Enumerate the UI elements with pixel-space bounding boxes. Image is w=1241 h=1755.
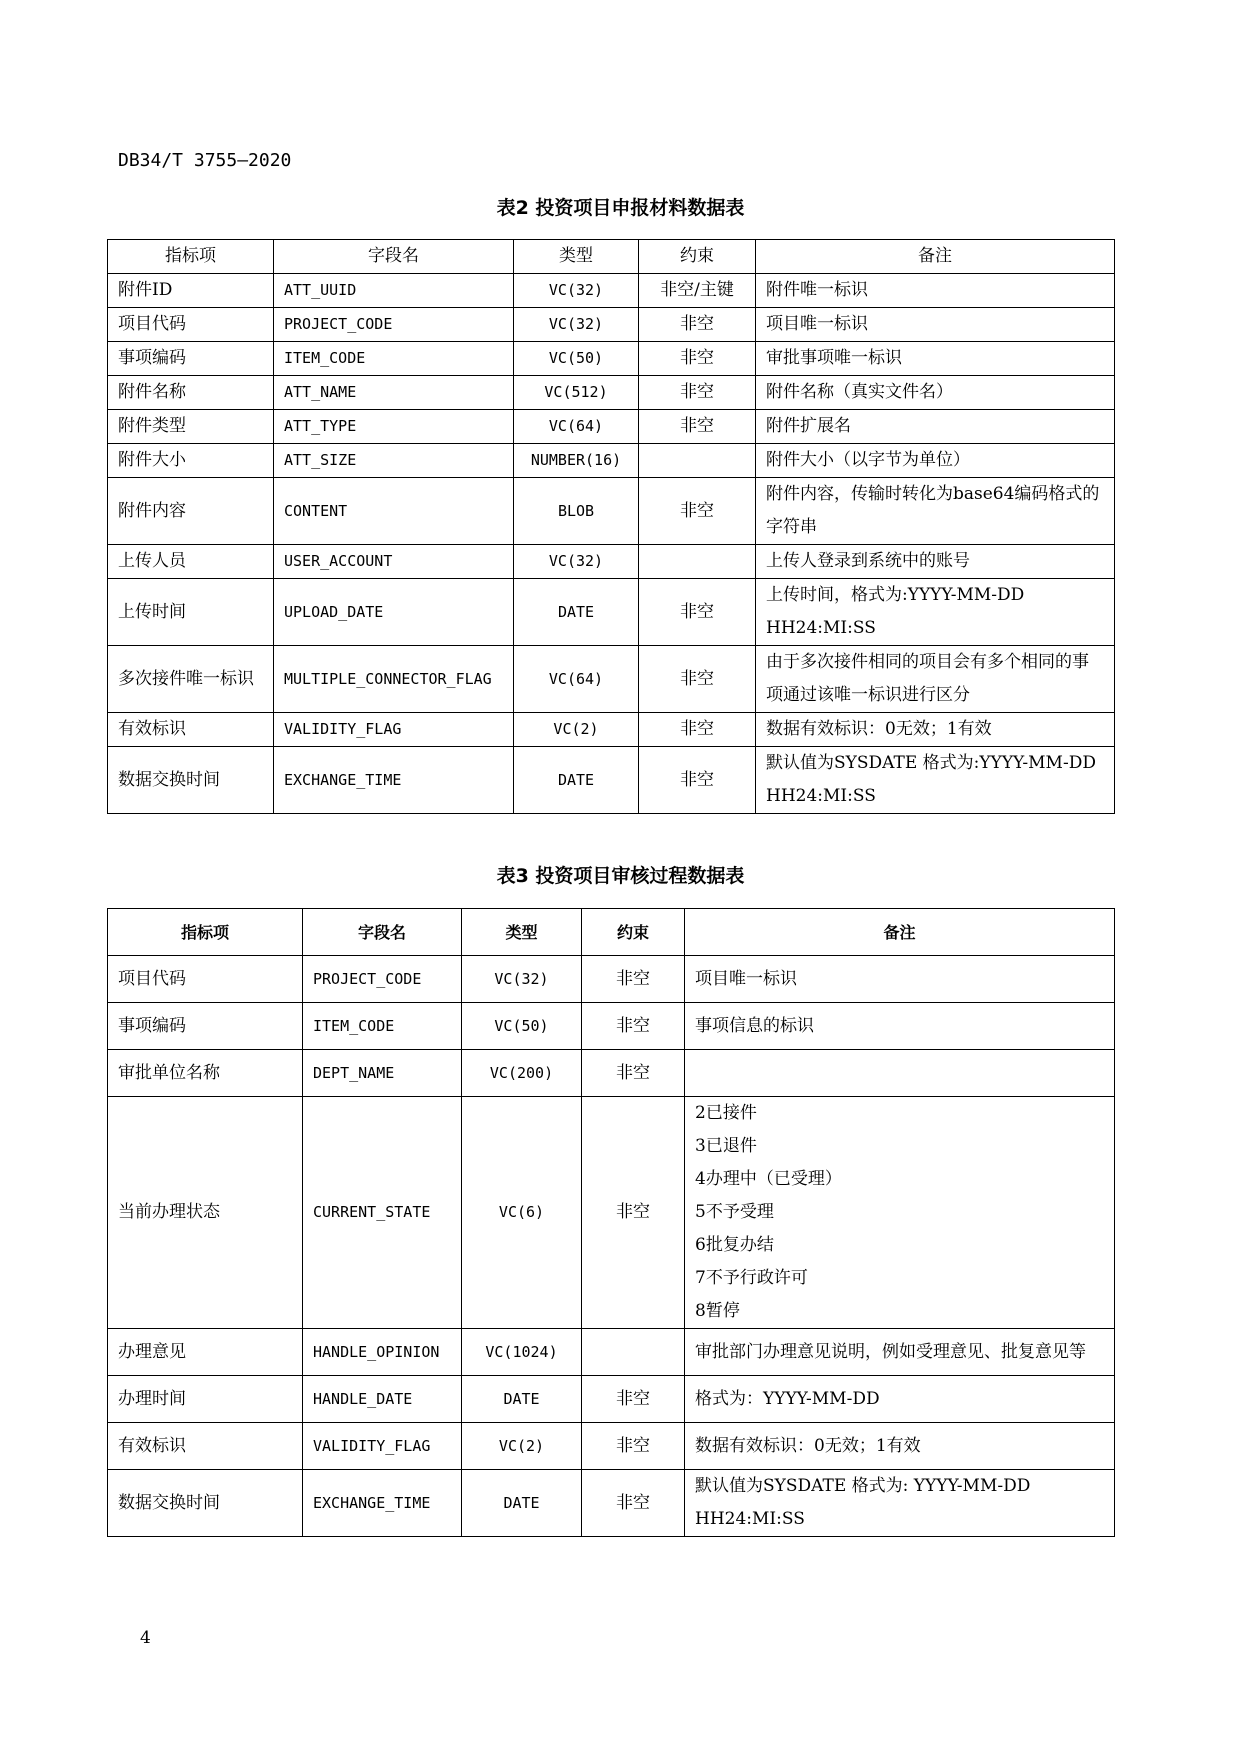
table2-header-row [108,240,1115,274]
table-row [108,444,1115,478]
table-row [108,410,1115,444]
cell-constraint [582,1329,685,1376]
cell-note: 上传人登录到系统中的账号 [756,545,1115,579]
column-header-note: 备注 [756,240,1115,274]
cell-field-name: ITEM_CODE [303,1003,462,1050]
cell-field-name: CURRENT_STATE [303,1097,462,1329]
table3-caption: 表3 投资项目审核过程数据表 [496,865,745,887]
cell-field-name: DEPT_NAME [303,1050,462,1097]
cell-indicator: 附件大小 [108,444,274,478]
column-header-field: 字段名 [303,909,462,956]
column-header-type: 类型 [514,240,639,274]
column-header-field: 字段名 [274,240,514,274]
cell-indicator: 事项编码 [108,342,274,376]
column-header-note: 备注 [685,909,1115,956]
table-row [108,579,1115,646]
cell-indicator: 附件ID [108,274,274,308]
cell-constraint: 非空 [639,376,756,410]
cell-note: 附件名称（真实文件名） [756,376,1115,410]
cell-constraint: 非空 [582,1470,685,1537]
note-line: 3已退件 [695,1136,757,1156]
cell-constraint: 非空 [582,1423,685,1470]
cell-indicator: 数据交换时间 [108,747,274,814]
cell-indicator: 事项编码 [108,1003,303,1050]
table3-header [108,909,1115,956]
cell-type: VC(1024) [462,1329,582,1376]
cell-note: 项目唯一标识 [685,956,1115,1003]
cell-constraint: 非空 [582,1376,685,1423]
cell-type: VC(512) [514,376,639,410]
table-row [108,747,1115,814]
table-row [108,1423,1115,1470]
cell-field-name: PROJECT_CODE [274,308,514,342]
cell-constraint: 非空 [639,747,756,814]
cell-indicator: 附件名称 [108,376,274,410]
cell-constraint: 非空 [582,1050,685,1097]
cell-indicator: 附件内容 [108,478,274,545]
page-number: 4 [140,1628,151,1648]
cell-field-name: PROJECT_CODE [303,956,462,1003]
cell-type: VC(32) [462,956,582,1003]
table-row [108,1097,1115,1329]
table-row [108,478,1115,545]
cell-type: VC(50) [514,342,639,376]
cell-note: 附件扩展名 [756,410,1115,444]
cell-type: DATE [514,747,639,814]
cell-indicator: 上传时间 [108,579,274,646]
cell-note: 由于多次接件相同的项目会有多个相同的事项通过该唯一标识进行区分 [756,646,1115,713]
cell-constraint: 非空 [582,1097,685,1329]
note-line: 2已接件 [695,1103,757,1123]
cell-field-name: EXCHANGE_TIME [303,1470,462,1537]
cell-note: 默认值为SYSDATE 格式为:YYYY-MM-DD HH24:MI:SS [756,747,1115,814]
cell-note: 上传时间，格式为:YYYY-MM-DD HH24:MI:SS [756,579,1115,646]
cell-type: NUMBER(16) [514,444,639,478]
cell-note: 事项信息的标识 [685,1003,1115,1050]
cell-type: VC(64) [514,410,639,444]
column-header-type: 类型 [462,909,582,956]
cell-field-name: VALIDITY_FLAG [303,1423,462,1470]
cell-note: 默认值为SYSDATE 格式为: YYYY-MM-DD HH24:MI:SS [685,1470,1115,1537]
cell-note: 附件大小（以字节为单位） [756,444,1115,478]
table-row [108,713,1115,747]
cell-constraint: 非空 [639,713,756,747]
cell-indicator: 上传人员 [108,545,274,579]
cell-type: VC(2) [462,1423,582,1470]
cell-note: 数据有效标识：0无效；1有效 [756,713,1115,747]
cell-note: 格式为：YYYY-MM-DD [685,1376,1115,1423]
table2-header [108,240,1115,274]
cell-type: VC(2) [514,713,639,747]
cell-type: BLOB [514,478,639,545]
cell-field-name: ATT_NAME [274,376,514,410]
table2-declaration-materials [107,239,1115,814]
table-row [108,1329,1115,1376]
table-row [108,1003,1115,1050]
table-row [108,646,1115,713]
cell-field-name: HANDLE_DATE [303,1376,462,1423]
cell-field-name: MULTIPLE_CONNECTOR_FLAG [274,646,514,713]
cell-indicator: 项目代码 [108,956,303,1003]
cell-indicator: 当前办理状态 [108,1097,303,1329]
cell-note [685,1097,1115,1329]
table-row [108,1376,1115,1423]
cell-constraint: 非空/主键 [639,274,756,308]
cell-indicator: 有效标识 [108,1423,303,1470]
cell-type: VC(200) [462,1050,582,1097]
note-line: 8暂停 [695,1301,740,1321]
cell-note [685,1050,1115,1097]
cell-type: VC(32) [514,545,639,579]
column-header-constraint: 约束 [639,240,756,274]
table2-caption: 表2 投资项目申报材料数据表 [496,197,745,219]
cell-indicator: 多次接件唯一标识 [108,646,274,713]
cell-constraint [639,444,756,478]
cell-type: VC(64) [514,646,639,713]
cell-indicator: 数据交换时间 [108,1470,303,1537]
cell-note: 项目唯一标识 [756,308,1115,342]
cell-type: VC(32) [514,274,639,308]
cell-type: VC(50) [462,1003,582,1050]
cell-field-name: ATT_UUID [274,274,514,308]
cell-indicator: 办理意见 [108,1329,303,1376]
cell-constraint: 非空 [639,308,756,342]
cell-field-name: VALIDITY_FLAG [274,713,514,747]
cell-note: 审批事项唯一标识 [756,342,1115,376]
cell-type: DATE [462,1470,582,1537]
column-header-indicator: 指标项 [108,240,274,274]
cell-field-name: EXCHANGE_TIME [274,747,514,814]
cell-type: VC(6) [462,1097,582,1329]
cell-field-name: ITEM_CODE [274,342,514,376]
column-header-constraint: 约束 [582,909,685,956]
cell-indicator: 附件类型 [108,410,274,444]
note-line: 5不予受理 [695,1202,774,1222]
table-row [108,308,1115,342]
cell-indicator: 有效标识 [108,713,274,747]
note-line: 7不予行政许可 [695,1268,808,1288]
cell-field-name: UPLOAD_DATE [274,579,514,646]
table-row [108,342,1115,376]
cell-type: DATE [462,1376,582,1423]
column-header-indicator: 指标项 [108,909,303,956]
cell-note: 附件内容，传输时转化为base64编码格式的字符串 [756,478,1115,545]
table3-body [108,956,1115,1537]
document-code: DB34/T 3755—2020 [118,150,292,171]
cell-field-name: HANDLE_OPINION [303,1329,462,1376]
table-row [108,545,1115,579]
table2-body [108,274,1115,814]
table-row [108,274,1115,308]
table3-review-process [107,908,1115,1537]
cell-constraint: 非空 [582,1003,685,1050]
cell-constraint: 非空 [639,342,756,376]
cell-indicator: 办理时间 [108,1376,303,1423]
cell-constraint: 非空 [639,478,756,545]
table-row [108,1470,1115,1537]
cell-field-name: ATT_SIZE [274,444,514,478]
note-line: 6批复办结 [695,1235,774,1255]
cell-constraint: 非空 [639,410,756,444]
note-line: 4办理中（已受理） [695,1169,842,1189]
cell-indicator: 审批单位名称 [108,1050,303,1097]
cell-field-name: USER_ACCOUNT [274,545,514,579]
table-row [108,376,1115,410]
cell-type: VC(32) [514,308,639,342]
cell-type: DATE [514,579,639,646]
cell-constraint: 非空 [639,579,756,646]
cell-field-name: ATT_TYPE [274,410,514,444]
table3-header-row [108,909,1115,956]
cell-constraint: 非空 [582,956,685,1003]
cell-note: 审批部门办理意见说明，例如受理意见、批复意见等 [685,1329,1115,1376]
cell-constraint: 非空 [639,646,756,713]
cell-constraint [639,545,756,579]
cell-indicator: 项目代码 [108,308,274,342]
table-row [108,956,1115,1003]
cell-note: 数据有效标识：0无效；1有效 [685,1423,1115,1470]
table-row [108,1050,1115,1097]
cell-note: 附件唯一标识 [756,274,1115,308]
cell-field-name: CONTENT [274,478,514,545]
